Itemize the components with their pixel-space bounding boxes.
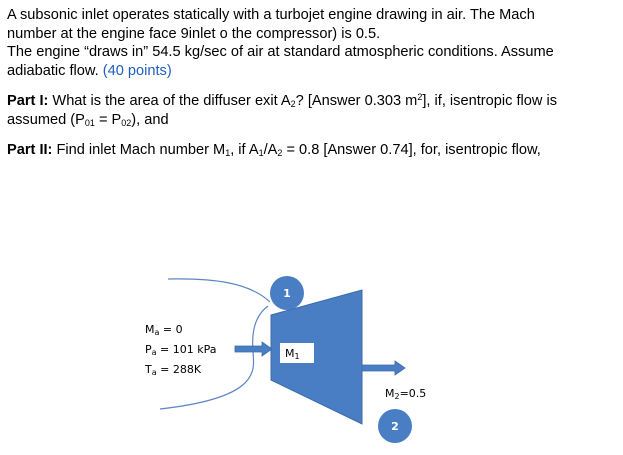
part-2-text-b: , if A bbox=[230, 142, 259, 158]
part-1-sup-b: 2 bbox=[417, 92, 423, 102]
part-2-sub-b: 1 bbox=[258, 148, 264, 158]
part-1-text-c: ], if, isentropic flow is bbox=[422, 93, 557, 109]
part-1-text-d: assumed (P bbox=[7, 111, 85, 128]
part-1-text-b: ? [Answer 0.303 m bbox=[295, 93, 418, 109]
part-2-text-a: Find inlet Mach number M bbox=[52, 142, 226, 158]
points-label: (40 points) bbox=[102, 62, 172, 79]
capture-streamline bbox=[160, 306, 268, 409]
part-2-text-c: /A bbox=[263, 142, 278, 158]
part-1-text-f: ), and bbox=[131, 111, 169, 128]
part-2-text-d: = 0.8 [Answer 0.74], for, isentropic flow, bbox=[282, 142, 541, 158]
part-1-text-a: What is the area of the diffuser exit A bbox=[48, 93, 291, 109]
ambient-mach-label: Ma = 0 bbox=[145, 323, 183, 337]
part-1-text-e: = P bbox=[94, 111, 122, 128]
intro-line-4: adiabatic flow. bbox=[7, 62, 99, 79]
part-2-label: Part II: bbox=[7, 142, 53, 158]
intro-line-3: The engine “draws in” 54.5 kg/sec of air at standard atmospheric conditions. Assume bbox=[7, 44, 554, 60]
station-2-label: 2 bbox=[391, 420, 399, 433]
outflow-arrow bbox=[362, 361, 405, 375]
ambient-temp-label: Ta = 288K bbox=[145, 363, 202, 377]
intro-line-2: number at the engine face 9inlet o the compressor) is 0.5. bbox=[7, 25, 381, 42]
exit-mach-label: M2=0.5 bbox=[385, 387, 427, 401]
part-2-sub-c: 2 bbox=[277, 148, 283, 158]
part-2-sub-a: 1 bbox=[225, 148, 231, 158]
part-1-sub-d: 01 bbox=[84, 117, 95, 128]
upper-streamline bbox=[168, 279, 270, 302]
station-1-label: 1 bbox=[283, 287, 291, 300]
ambient-pressure-label: Pa = 101 kPa bbox=[145, 343, 217, 357]
intro-line-1: A subsonic inlet operates statically with a turbojet engine drawing in air. The Mach bbox=[7, 7, 535, 23]
inlet-mach-label: M1 bbox=[285, 347, 300, 361]
part-1-label: Part I: bbox=[7, 93, 49, 109]
part-1-sub-e: 02 bbox=[121, 117, 132, 128]
part-1-sub-a: 2 bbox=[290, 99, 296, 109]
